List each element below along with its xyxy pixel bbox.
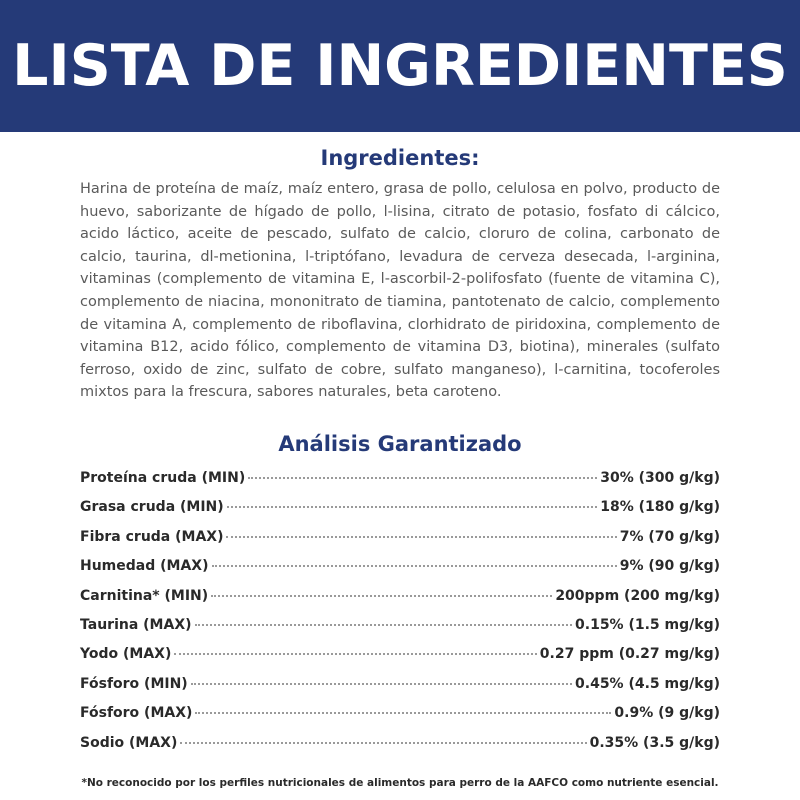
analysis-label: Sodio (MAX) xyxy=(80,734,178,751)
analysis-row xyxy=(80,499,720,528)
analysis-value: 30% (300 g/kg) xyxy=(600,470,720,486)
analysis-value: 0.9% (9 g/kg) xyxy=(614,705,720,722)
analysis-value: 9% (90 g/kg) xyxy=(619,558,720,575)
analysis-label: Humedad (MAX) xyxy=(80,558,209,575)
analysis-label: Carnitina* (MIN) xyxy=(80,587,209,604)
analysis-label: Fibra cruda (MAX) xyxy=(80,528,224,545)
analysis-label: Grasa cruda (MIN) xyxy=(80,499,224,516)
ingredients-heading: Ingredientes: xyxy=(320,146,480,170)
analysis-row xyxy=(80,470,720,499)
page-title: LISTA DE INGREDIENTES xyxy=(12,33,788,99)
analysis-value: 18% (180 g/kg) xyxy=(600,499,720,516)
analysis-row xyxy=(80,676,720,705)
dot-leader xyxy=(191,683,572,685)
analysis-row xyxy=(80,735,720,764)
analysis-label: Fósforo (MAX) xyxy=(80,705,193,722)
analysis-heading: Análisis Garantizado xyxy=(278,432,522,456)
analysis-value: 7% (70 g/kg) xyxy=(619,528,720,545)
analysis-value: 0.15% (1.5 mg/kg) xyxy=(575,616,720,633)
dot-leader xyxy=(227,506,598,508)
dot-leader xyxy=(212,565,617,567)
dot-leader xyxy=(195,624,573,626)
analysis-row xyxy=(80,617,720,646)
dot-leader xyxy=(248,477,597,479)
analysis-row xyxy=(80,558,720,587)
analysis-row xyxy=(80,705,720,734)
footnote: *No reconocido por los perfiles nutricionales de alimentos para perro de la AAFCO como nutriente esencial. xyxy=(81,777,719,789)
analysis-row xyxy=(80,529,720,558)
header-banner xyxy=(0,0,800,132)
analysis-value: 0.27 ppm (0.27 mg/kg) xyxy=(539,646,720,663)
analysis-row xyxy=(80,588,720,617)
analysis-value: 200ppm (200 mg/kg) xyxy=(555,587,720,604)
dot-leader xyxy=(211,595,552,597)
analysis-label: Proteína cruda (MIN) xyxy=(80,470,246,486)
analysis-label: Yodo (MAX) xyxy=(80,646,172,663)
dot-leader xyxy=(226,536,616,538)
analysis-label: Taurina (MAX) xyxy=(80,616,192,633)
dot-leader xyxy=(195,712,611,714)
dot-leader xyxy=(174,653,536,655)
analysis-value: 0.35% (3.5 g/kg) xyxy=(589,734,720,751)
dot-leader xyxy=(180,742,586,744)
analysis-label: Fósforo (MIN) xyxy=(80,675,188,692)
analysis-list xyxy=(80,470,720,764)
analysis-row xyxy=(80,646,720,675)
ingredients-text: Harina de proteína de maíz, maíz entero, grasa de pollo, celulosa en polvo, producto de huevo, saborizante de hígado de pollo, l-lisina, citrato de potasio, fosfato di cálcico, acido láctico, aceite de pescado, sulfato de calcio, cloruro de colina, carbonato de calcio, taurina, dl-metionina, l-triptófano, levadura de cerveza desecada, l-arginina, vitaminas (complemento de vitamina E, l-ascorbil-2-polifosfato (fuente de vitamina C), complemento de niacina, mononitrato de tiamina, pantotenato de calcio, complemento de vitamina A, complemento de riboflavina, clorhidrato de piridoxina, complemento de vitamina B12, acido fólico, complemento de vitamina D3, biotina), minerales (sulfato ferroso, oxido de zinc, sulfato de cobre, sulfato manganeso), l-carnitina, tocoferoles mixtos para la frescura, sabores naturales, beta caroteno. xyxy=(80,181,720,401)
analysis-value: 0.45% (4.5 mg/kg) xyxy=(575,675,720,692)
